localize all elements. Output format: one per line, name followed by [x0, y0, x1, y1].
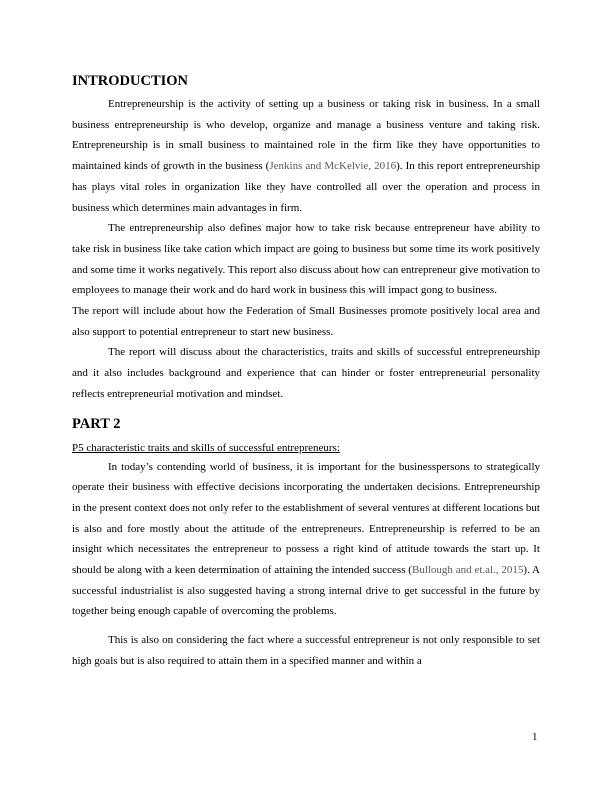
citation-bullough: Bullough and et.al., 2015 — [411, 564, 524, 577]
intro-paragraph-3: The report will include about how the Federation of Small Businesses promote positively local area and also support to potential entrepreneur to start new business. — [72, 305, 540, 338]
intro-paragraph-4: The report will discuss about the characteristics, traits and skills of successful entrepreneurship and it also includes background and experience that can hinder or foster entrepreneurial personality reflects entrepreneurial motivation and mindset. — [72, 346, 540, 400]
citation-jenkins: Jenkins and McKelvie, 2016 — [269, 160, 397, 173]
part2-p1-text-a: In today’s contending world of business, it is important for the businesspersons to strategically operate their business with effective decisions incorporating the undertaken decisions. Entrepreneurship in the present context does not only refer to the establishment of several ventures at different locations but is also and fore mostly about the attitude of the entrepreneurs. Entrepreneurship is referred to be an insight which necessitates the entrepreneur to possess a right kind of attitude towards the start up. It should be along with a keen determination of attaining the intended success ( — [72, 460, 540, 577]
document-page — [72, 72, 540, 672]
intro-paragraph-1 — [72, 94, 540, 218]
introduction-heading: INTRODUCTION — [72, 73, 189, 89]
intro-p1-text-a: Entrepreneurship is the activity of setting up a business or taking risk in business. In a small business entrepreneurship is who develop, organize and manage a business venture and taking risk. Entrepreneurship is in small business to maintained role in the firm like they have opportunities to maintained kinds of growth in the business ( — [72, 98, 540, 173]
p5-subheading: P5 characteristic traits and skills of successful entrepreneurs: — [72, 441, 340, 454]
intro-paragraph-2: The entrepreneurship also defines major how to take risk because entrepreneur have ability to take risk in business like take cation which impact are going to business but some time its work positively and some time it works negatively. This report also discuss about how can entrepreneur give motivation to employees to manage their work and do hard work in business this will impact gong to business. — [72, 222, 541, 297]
part2-paragraph-2: This is also on considering the fact where a successful entrepreneur is not only responsible to set high goals but is also required to attain them in a specified manner and within a — [72, 634, 540, 667]
part2-p1-text-b: ). A successful industrialist is also suggested having a strong internal drive to get successful in the future by together being enough capable of overcoming the problems. — [72, 564, 540, 618]
part-2-heading: PART 2 — [72, 415, 121, 432]
part2-paragraph-1 — [72, 457, 540, 623]
intro-p1-text-b: ). In this report entrepreneurship has plays vital roles in organization like they have controlled all over the operation and process in business which determines main advantages in firm. — [72, 160, 540, 214]
page-number: 1 — [532, 731, 538, 743]
